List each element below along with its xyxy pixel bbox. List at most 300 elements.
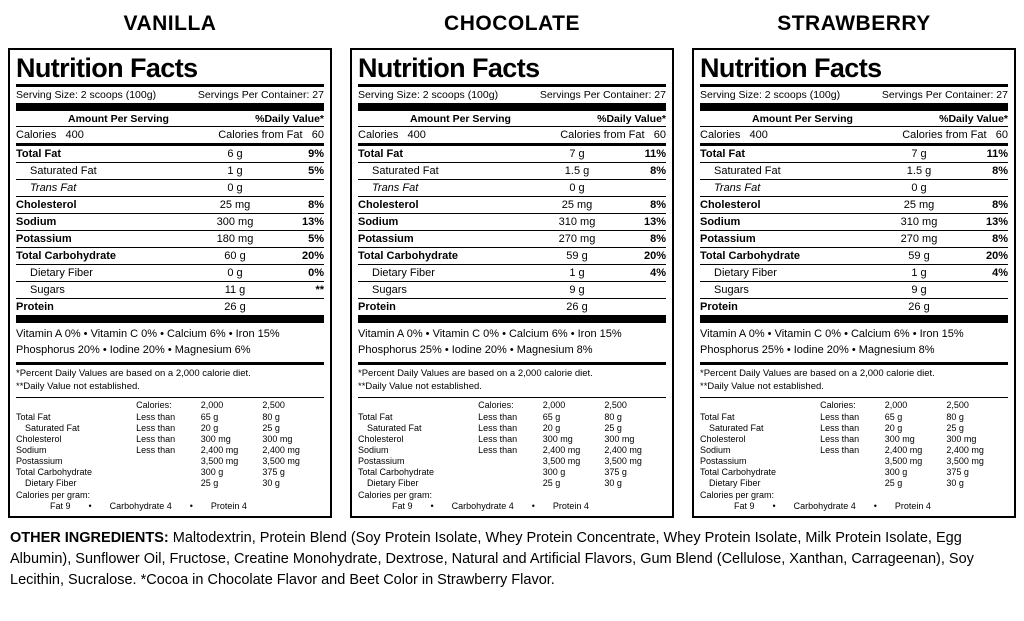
nutrient-value: 59 g [908,250,930,262]
daily-values-row [700,445,1008,456]
nutrient-name: Cholesterol [16,199,77,211]
calories-from-fat-label: Calories from Fat [560,129,645,141]
dv-row-name: Saturated Fat [25,422,80,433]
nutrient-daily-value: 20% [643,250,666,262]
daily-values-header-row [700,400,1008,412]
nutrient-row [358,197,666,214]
nutrient-name: Sugars [372,284,407,296]
serving-row [358,87,666,103]
label-title: Nutrition Facts [358,53,540,83]
nutrient-value: 25 mg [219,199,251,211]
nutrient-value: 11 g [224,284,246,296]
other-ingredients-body: Maltodextrin, Protein Blend (Soy Protein Isolate, Whey Protein Concentrate, Whey Protein Isolate, Milk Protein Isolate, Egg Albumin), Sunflower Oil, Fructose, Creatine Monohydrate, Dextrose, Natural and Artificial Flavors, Gum Blend (Cellulose, Xanthan, Carrageenan), Soy Lecithin, Sucralose. [10,529,974,588]
nutrient-name: Total Carbohydrate [16,250,117,262]
nutrient-row [358,214,666,231]
nutrient-name: Potassium [16,233,72,245]
servings-per-container: Servings Per Container: 27 [197,89,324,101]
dv-row-less-than [136,456,201,467]
nutrient-value: 310 mg [558,216,596,228]
dv-col-2000: 2,000 [884,399,908,410]
nutrient-row [358,146,666,163]
nutrient-row [16,299,324,315]
dv-row-2000: 2,400 mg [884,444,923,455]
vitamins-block [358,323,666,362]
nutrient-value: 6 g [227,148,243,160]
cpg-carbohydrate: Carbohydrate 4 [451,500,514,511]
calories-label-group [700,129,768,141]
nutrient-daily-value: 8% [650,165,666,177]
nutrient-name: Dietary Fiber [714,267,777,279]
dv-row-2000: 3,500 mg [884,455,923,466]
divider [358,315,666,323]
nutrient-name: Total Carbohydrate [358,250,459,262]
dv-spacer [358,400,478,412]
nutrient-row [700,146,1008,163]
dv-row-name: Postassium [700,455,747,466]
dv-row-2500: 80 g [262,411,280,422]
nutrient-row [16,146,324,163]
footnote-2: **Daily Value not established. [700,380,824,392]
dv-row-name: Total Fat [358,411,393,422]
dv-row-2000: 3,500 mg [542,455,581,466]
dv-row-2000: 25 g [200,477,219,488]
nutrient-name: Total Carbohydrate [700,250,801,262]
nutrient-value: 1 g [569,267,585,279]
calories-value: 400 [407,129,426,141]
nutrient-row [700,248,1008,265]
calories-from-fat-group [560,129,666,141]
nutrient-value: 300 mg [216,216,254,228]
dv-row-2500: 2,400 mg [604,444,642,455]
nutrient-row [16,163,324,180]
dv-row-2000: 2,400 mg [542,444,581,455]
dv-row-less-than: Less than [136,422,176,433]
nutrient-value: 26 g [908,301,930,313]
dv-row-less-than [136,478,201,489]
daily-values-row [700,467,1008,478]
nutrient-value: 1 g [911,267,927,279]
dv-row-less-than [820,456,885,467]
daily-values-row [16,467,324,478]
serving-size: Serving Size: 2 scoops (100g) [358,89,499,101]
nutrient-name: Saturated Fat [372,165,439,177]
nutrient-value: 60 g [224,250,246,262]
dv-row-name: Total Carbohydrate [358,466,435,477]
nutrient-daily-value: 8% [650,233,666,245]
daily-values-row [16,412,324,423]
panel-strawberry [692,6,1016,518]
cpg-protein: Protein 4 [210,500,247,511]
calories-label-group [16,129,84,141]
dv-row-name: Total Carbohydrate [16,466,93,477]
dv-row-2000: 25 g [542,477,561,488]
nutrient-row [358,163,666,180]
dv-row-2500: 3,500 mg [946,455,984,466]
nutrient-name: Saturated Fat [714,165,781,177]
dv-row-name: Saturated Fat [709,422,764,433]
dv-row-2500: 30 g [946,477,964,488]
calories-row [358,127,666,143]
dv-row-name: Total Fat [16,411,51,422]
dv-col-2000: 2,000 [542,399,566,410]
nutrient-row [700,282,1008,299]
dv-row-less-than [478,478,543,489]
calories-from-fat-value: 60 [311,129,324,141]
nutrient-daily-value: ** [315,284,324,296]
nutrient-value: 0 g [227,267,243,279]
dv-row-2500: 375 g [262,466,285,477]
dv-row-less-than: Less than [136,411,176,422]
label-title: Nutrition Facts [700,53,882,83]
nutrient-name: Protein [358,301,396,313]
flavor-title-chocolate: CHOCOLATE [444,12,580,35]
nutrient-daily-value: 9% [308,148,324,160]
calories-value: 400 [65,129,84,141]
nutrient-daily-value: 13% [301,216,324,228]
vitamins-line-2: Phosphorus 25% • Iodine 20% • Magnesium 8% [358,343,593,356]
nutrient-daily-value: 4% [650,267,666,279]
dv-row-less-than [820,478,885,489]
dv-row-2000: 20 g [884,422,903,433]
nutrient-name: Sodium [358,216,399,228]
dv-row-2000: 300 mg [200,433,231,444]
daily-values-table [700,400,1008,489]
vitamins-block [16,323,324,362]
daily-values-row [358,456,666,467]
calories-row [700,127,1008,143]
nutrient-rows [700,146,1008,315]
label-title: Nutrition Facts [16,53,198,83]
nutrition-facts-label-vanilla [8,48,332,518]
nutrient-row [700,163,1008,180]
nutrient-row [358,248,666,265]
nutrient-row [700,197,1008,214]
cpg-fat: Fat 9 [50,500,71,511]
nutrient-row [16,197,324,214]
other-ingredients-note: *Cocoa in Chocolate Flavor and Beet Color in Strawberry Flavor. [140,571,555,588]
calories-from-fat-group [902,129,1008,141]
dv-row-name: Total Carbohydrate [700,466,777,477]
vitamins-block [700,323,1008,362]
nutrient-daily-value: 8% [992,199,1008,211]
dv-row-2500: 30 g [604,477,622,488]
dv-spacer [16,400,136,412]
dv-row-less-than [136,467,201,478]
vitamins-line-2: Phosphorus 20% • Iodine 20% • Magnesium 6% [16,343,251,356]
calories-value: 400 [749,129,768,141]
divider [700,315,1008,323]
calories-per-gram-label: Calories per gram: [700,489,775,500]
flavor-title-vanilla: VANILLA [123,12,217,35]
dv-row-2000: 300 mg [884,433,915,444]
dv-row-name: Cholesterol [358,433,404,444]
dv-row-2500: 375 g [946,466,969,477]
dv-row-2000: 65 g [200,411,219,422]
flavor-title-strawberry: STRAWBERRY [777,12,931,35]
nutrient-daily-value: 8% [650,199,666,211]
nutrient-name: Cholesterol [700,199,761,211]
dv-row-2000: 300 g [542,466,566,477]
daily-values-table-body [700,400,1008,489]
dv-row-2000: 65 g [884,411,903,422]
nutrient-name: Trans Fat [372,182,419,194]
cpg-protein: Protein 4 [894,500,931,511]
serving-size: Serving Size: 2 scoops (100g) [700,89,841,101]
nutrient-value: 9 g [569,284,585,296]
nutrient-daily-value: 4% [992,267,1008,279]
daily-values-table-body [358,400,666,489]
daily-values-row [358,412,666,423]
dv-col-2000: 2,000 [200,399,224,410]
calories-from-fat-label: Calories from Fat [902,129,987,141]
calories-label: Calories [700,129,741,141]
daily-values-row [16,423,324,434]
serving-row [700,87,1008,103]
cpg-fat: Fat 9 [734,500,755,511]
nutrient-value: 270 mg [900,233,938,245]
dv-row-2000: 2,400 mg [200,444,239,455]
dv-row-2500: 3,500 mg [262,455,300,466]
servings-per-container: Servings Per Container: 27 [539,89,666,101]
daily-values-row [358,434,666,445]
serving-size: Serving Size: 2 scoops (100g) [16,89,157,101]
daily-values-header-row [358,400,666,412]
nutrient-daily-value: 0% [308,267,324,279]
vitamins-line-1: Vitamin A 0% • Vitamin C 0% • Calcium 6% • Iron 15% [16,328,280,340]
dv-row-name: Sodium [358,444,389,455]
dv-row-2500: 300 mg [604,433,635,444]
nutrient-row [700,180,1008,197]
cpg-dot-2: • [873,500,877,511]
cpg-carbohydrate: Carbohydrate 4 [793,500,856,511]
daily-value-header: %Daily Value* [255,113,324,125]
dv-row-2000: 300 g [200,466,224,477]
cpg-dot-1: • [430,500,434,511]
daily-values-table-body [16,400,324,489]
dv-row-2500: 25 g [604,422,622,433]
divider [358,397,666,398]
nutrient-row [16,282,324,299]
calories-per-gram-row [358,500,666,511]
nutrient-daily-value: 20% [301,250,324,262]
dv-row-2000: 3,500 mg [200,455,239,466]
dv-col-2500: 2,500 [262,399,285,410]
daily-values-row [700,423,1008,434]
calories-per-gram-label: Calories per gram: [358,489,433,500]
dv-row-name: Cholesterol [700,433,746,444]
nutrient-daily-value: 5% [308,165,324,177]
nutrient-value: 7 g [911,148,927,160]
dv-row-less-than: Less than [136,433,176,444]
nutrient-name: Total Fat [700,148,746,160]
panel-vanilla [8,6,332,518]
daily-values-table [16,400,324,489]
cpg-carbohydrate: Carbohydrate 4 [109,500,172,511]
nutrient-daily-value: 8% [992,165,1008,177]
nutrient-value: 9 g [911,284,927,296]
amount-per-serving-label: Amount Per Serving [68,113,169,125]
nutrient-value: 270 mg [558,233,596,245]
daily-values-row [16,445,324,456]
dv-row-less-than: Less than [136,444,176,455]
daily-values-row [358,423,666,434]
calories-per-gram-label: Calories per gram: [16,489,91,500]
dv-row-less-than: Less than [820,422,860,433]
daily-values-row [16,434,324,445]
other-ingredients-block [0,518,1024,595]
dv-calories-label: Calories: [136,399,172,410]
daily-values-row [358,478,666,489]
footnote-block [700,365,1008,397]
dv-spacer [700,400,820,412]
amount-per-serving-row [358,111,666,126]
daily-value-header: %Daily Value* [597,113,666,125]
nutrient-name: Sugars [714,284,749,296]
calories-label: Calories [358,129,399,141]
footnote-block [16,365,324,397]
footnote-1: *Percent Daily Values are based on a 2,000 calorie diet. [358,367,593,379]
cpg-dot-2: • [189,500,193,511]
footnote-block [358,365,666,397]
dv-row-less-than: Less than [478,422,518,433]
divider [700,397,1008,398]
nutrient-row [358,299,666,315]
nutrient-name: Dietary Fiber [372,267,435,279]
nutrient-name: Trans Fat [30,182,77,194]
nutrition-facts-label-chocolate [350,48,674,518]
nutrient-name: Sugars [30,284,65,296]
nutrient-value: 0 g [569,182,585,194]
other-ingredients-heading: OTHER INGREDIENTS: [10,529,169,546]
nutrient-name: Cholesterol [358,199,419,211]
dv-row-2000: 65 g [542,411,561,422]
daily-values-row [358,467,666,478]
nutrient-row [358,265,666,282]
dv-col-2500: 2,500 [604,399,627,410]
nutrient-name: Sodium [700,216,741,228]
dv-row-2500: 3,500 mg [604,455,642,466]
nutrient-value: 1 g [227,165,243,177]
dv-col-2500: 2,500 [946,399,969,410]
nutrient-value: 25 mg [561,199,593,211]
cpg-dot-2: • [531,500,535,511]
nutrient-row [358,180,666,197]
dv-row-2000: 300 mg [542,433,573,444]
vitamins-line-1: Vitamin A 0% • Vitamin C 0% • Calcium 6% • Iron 15% [358,328,622,340]
panel-chocolate [350,6,674,518]
calories-from-fat-group [218,129,324,141]
cpg-fat: Fat 9 [392,500,413,511]
nutrient-value: 0 g [227,182,243,194]
daily-values-row [700,412,1008,423]
divider [700,103,1008,111]
nutrient-row [358,231,666,248]
cpg-dot-1: • [88,500,92,511]
dv-row-less-than [478,456,543,467]
nutrient-name: Total Fat [358,148,404,160]
amount-per-serving-row [16,111,324,126]
dv-row-2500: 300 mg [946,433,977,444]
calories-label: Calories [16,129,57,141]
calories-per-gram-row [700,500,1008,511]
dv-row-2000: 20 g [200,422,219,433]
divider [358,103,666,111]
dv-row-name: Postassium [16,455,63,466]
nutrient-daily-value: 20% [985,250,1008,262]
dv-row-2000: 25 g [884,477,903,488]
nutrient-name: Dietary Fiber [30,267,93,279]
daily-values-row [358,445,666,456]
nutrient-daily-value: 8% [308,199,324,211]
servings-per-container: Servings Per Container: 27 [881,89,1008,101]
divider [16,397,324,398]
nutrient-row [16,248,324,265]
dv-row-name: Cholesterol [16,433,62,444]
footnote-2: **Daily Value not established. [358,380,482,392]
daily-values-row [16,456,324,467]
dv-row-2500: 2,400 mg [262,444,300,455]
dv-row-less-than: Less than [820,433,860,444]
dv-row-2500: 2,400 mg [946,444,984,455]
nutrient-daily-value: 13% [643,216,666,228]
nutrient-value: 59 g [566,250,588,262]
dv-row-less-than: Less than [478,444,518,455]
nutrient-row [700,231,1008,248]
dv-row-name: Sodium [16,444,47,455]
dv-row-name: Dietary Fiber [367,477,419,488]
nutrient-name: Sodium [16,216,57,228]
daily-values-table [358,400,666,489]
nutrition-facts-label-strawberry [692,48,1016,518]
nutrient-daily-value: 8% [992,233,1008,245]
nutrient-row [16,180,324,197]
dv-calories-label: Calories: [820,399,856,410]
dv-row-less-than [478,467,543,478]
calories-from-fat-value: 60 [995,129,1008,141]
calories-label-group [358,129,426,141]
daily-values-row [700,478,1008,489]
nutrient-name: Protein [700,301,738,313]
footnote-2: **Daily Value not established. [16,380,140,392]
vitamins-line-1: Vitamin A 0% • Vitamin C 0% • Calcium 6% • Iron 15% [700,328,964,340]
dv-row-2500: 80 g [604,411,622,422]
dv-row-2500: 80 g [946,411,964,422]
nutrient-daily-value: 13% [985,216,1008,228]
divider [16,103,324,111]
dv-row-name: Sodium [700,444,731,455]
dv-row-name: Saturated Fat [367,422,422,433]
footnote-1: *Percent Daily Values are based on a 2,000 calorie diet. [16,367,251,379]
nutrient-row [700,214,1008,231]
calories-row [16,127,324,143]
vitamins-line-2: Phosphorus 25% • Iodine 20% • Magnesium 8% [700,343,935,356]
daily-values-header-row [16,400,324,412]
nutrient-value: 26 g [566,301,588,313]
nutrient-row [700,299,1008,315]
nutrient-row [16,231,324,248]
nutrient-name: Potassium [358,233,414,245]
dv-row-name: Postassium [358,455,405,466]
dv-row-name: Dietary Fiber [25,477,77,488]
daily-values-row [700,434,1008,445]
nutrient-daily-value: 11% [986,148,1008,160]
footnote-1: *Percent Daily Values are based on a 2,000 calorie diet. [700,367,935,379]
calories-from-fat-value: 60 [653,129,666,141]
dv-calories-label: Calories: [478,399,514,410]
dv-row-2500: 25 g [946,422,964,433]
dv-row-2500: 25 g [262,422,280,433]
calories-per-gram-row [16,500,324,511]
